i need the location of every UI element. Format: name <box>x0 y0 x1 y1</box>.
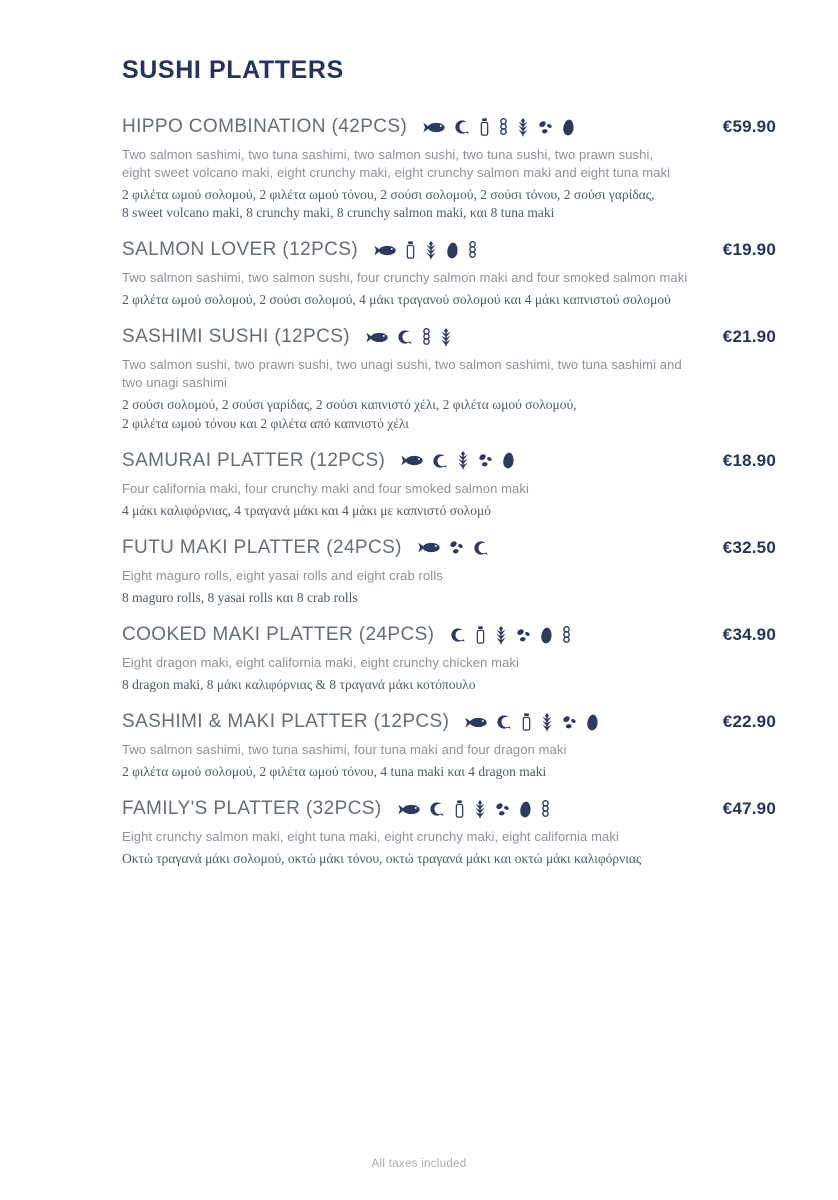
menu-item <box>122 536 776 607</box>
soy-icon <box>499 118 508 137</box>
fish-icon <box>465 716 487 729</box>
soy-icon <box>562 626 571 645</box>
allergen-icons <box>398 800 550 819</box>
item-price: €21.90 <box>722 327 776 347</box>
item-description-greek: 4 μάκι καλιφόρνιας, 4 τραγανά μάκι και 4 μάκι με καπνιστό σολομό <box>122 502 492 518</box>
item-description-greek: 2 φιλέτα ωμού σολομού, 2 σούσι σολομού, 4 μάκι τραγανού σολομού και 4 μάκι καπνιστού σολομού <box>122 292 671 308</box>
allergen-icons <box>401 451 515 470</box>
soy-icon <box>422 328 431 347</box>
item-description-english: Two salmon sushi, two prawn sushi, two unagi sushi, two salmon sashimi, two tuna sashimi and two unagi sashimi <box>122 357 682 391</box>
sesame-icon <box>516 628 531 643</box>
milk-icon <box>479 118 490 136</box>
footer-note: All taxes included <box>371 1158 467 1170</box>
egg-icon <box>502 452 515 469</box>
menu-item-header <box>122 449 776 473</box>
fish-icon <box>398 803 420 816</box>
allergen-icons <box>366 328 452 347</box>
egg-icon <box>540 627 553 644</box>
gluten-icon <box>541 713 553 732</box>
milk-icon <box>521 713 532 731</box>
fish-icon <box>418 541 440 554</box>
item-price: €22.90 <box>722 712 776 732</box>
item-description-english: Two salmon sashimi, two tuna sashimi, four tuna maki and four dragon maki <box>122 742 567 758</box>
item-name: FAMILY'S PLATTER (32PCS) <box>122 798 382 820</box>
soy-icon <box>468 241 477 260</box>
menu-item-header <box>122 325 776 349</box>
crustacean-icon <box>450 627 466 643</box>
menu-item <box>122 797 776 868</box>
item-name: HIPPO COMBINATION (42PCS) <box>122 116 408 137</box>
item-description-greek: 8 dragon maki, 8 μάκι καλιφόρνιας & 8 τραγανά μάκι κοτόπουλο <box>122 677 476 693</box>
item-description-greek: 2 φιλέτα ωμού σολομού, 2 φιλέτα ωμού τόνου, 4 tuna maki και 4 dragon maki <box>122 764 547 780</box>
sesame-icon <box>449 540 464 555</box>
item-price: €59.90 <box>722 117 776 136</box>
milk-icon <box>454 800 465 818</box>
crustacean-icon <box>496 714 512 730</box>
allergen-icons <box>423 118 575 137</box>
crustacean-icon <box>429 801 445 817</box>
egg-icon <box>446 242 459 259</box>
item-name: SASHIMI SUSHI (12PCS) <box>122 326 351 348</box>
item-description-english: Two salmon sashimi, two salmon sushi, four crunchy salmon maki and four smoked salmon maki <box>122 270 688 286</box>
sesame-icon <box>495 802 510 817</box>
crustacean-icon <box>454 119 470 135</box>
sesame-icon <box>538 120 553 135</box>
crustacean-icon <box>473 540 489 556</box>
menu-item-header <box>122 238 776 262</box>
fish-icon <box>366 331 388 344</box>
gluten-icon <box>425 241 437 260</box>
item-name: SALMON LOVER (12PCS) <box>122 239 359 261</box>
menu-item <box>122 623 776 694</box>
item-description-greek: 2 σούσι σολομού, 2 σούσι γαρίδας, 2 σούσι καπνιστό χέλι, 2 φιλέτα ωμού σολομού, 2 φιλέτα ωμού τόνου και 2 φιλέτα από καπνιστό χέλι <box>122 397 577 431</box>
item-description-english: Eight crunchy salmon maki, eight tuna maki, eight crunchy maki, eight california maki <box>122 829 619 845</box>
gluten-icon <box>495 626 507 645</box>
item-price: €18.90 <box>722 450 776 470</box>
item-description-greek: 2 φιλέτα ωμού σολομού, 2 φιλέτα ωμού τόνου, 2 σούσι σολομού, 2 σούσι τόνου, 2 σούσι γαρίδας, 8 sweet volcano maki, 8 crunchy maki, 8 crunchy salmon maki, και 8 tuna maki <box>122 186 655 221</box>
item-price: €47.90 <box>722 799 776 819</box>
gluten-icon <box>457 451 469 470</box>
menu-item-header <box>122 536 776 560</box>
allergen-icons <box>450 626 571 645</box>
item-description-english: Eight dragon maki, eight california maki, eight crunchy chicken maki <box>122 655 519 671</box>
egg-icon <box>519 801 532 818</box>
menu-item <box>122 449 776 520</box>
allergen-icons <box>418 540 489 556</box>
item-price: €19.90 <box>722 240 776 260</box>
menu-items-list <box>122 115 776 869</box>
item-name: SAMURAI PLATTER (12PCS) <box>122 449 386 471</box>
item-name: SASHIMI & MAKI PLATTER (12PCS) <box>122 711 450 733</box>
egg-icon <box>562 119 575 136</box>
allergen-icons <box>374 241 477 260</box>
sesame-icon <box>562 715 577 730</box>
allergen-icons <box>465 713 599 732</box>
item-price: €32.50 <box>722 537 776 557</box>
sesame-icon <box>478 453 493 468</box>
item-description-english: Eight maguro rolls, eight yasai rolls and eight crab rolls <box>122 567 443 583</box>
item-description-english: Two salmon sashimi, two tuna sashimi, two salmon sushi, two tuna sushi, two prawn sushi, eight sweet volcano maki, eight crunchy maki, eight crunchy salmon maki and eight tuna maki <box>122 147 671 180</box>
item-description-greek: Οκτώ τραγανά μάκι σολομού, οκτώ μάκι τόνου, οκτώ τραγανά μάκι και οκτώ μάκι καλιφόρνιας <box>122 851 642 867</box>
menu-item-header <box>122 115 776 139</box>
menu-item <box>122 325 776 432</box>
menu-item <box>122 238 776 309</box>
fish-icon <box>423 121 445 134</box>
soy-icon <box>541 800 550 819</box>
milk-icon <box>405 241 416 259</box>
menu-item <box>122 115 776 222</box>
egg-icon <box>586 714 599 731</box>
item-name: COOKED MAKI PLATTER (24PCS) <box>122 624 435 646</box>
gluten-icon <box>474 800 486 819</box>
fish-icon <box>401 454 423 467</box>
item-price: €34.90 <box>722 625 776 645</box>
item-name: FUTU MAKI PLATTER (24PCS) <box>122 536 402 558</box>
crustacean-icon <box>397 329 413 345</box>
gluten-icon <box>517 118 529 137</box>
menu-item-header <box>122 797 776 821</box>
gluten-icon <box>440 328 452 347</box>
menu-item <box>122 710 776 781</box>
page-title: SUSHI PLATTERS <box>122 56 344 84</box>
item-description-greek: 8 maguro rolls, 8 yasai rolls και 8 crab rolls <box>122 589 358 605</box>
item-description-english: Four california maki, four crunchy maki and four smoked salmon maki <box>122 480 529 496</box>
menu-item-header <box>122 623 776 647</box>
crustacean-icon <box>432 453 448 469</box>
fish-icon <box>374 244 396 257</box>
menu-item-header <box>122 710 776 734</box>
milk-icon <box>475 626 486 644</box>
